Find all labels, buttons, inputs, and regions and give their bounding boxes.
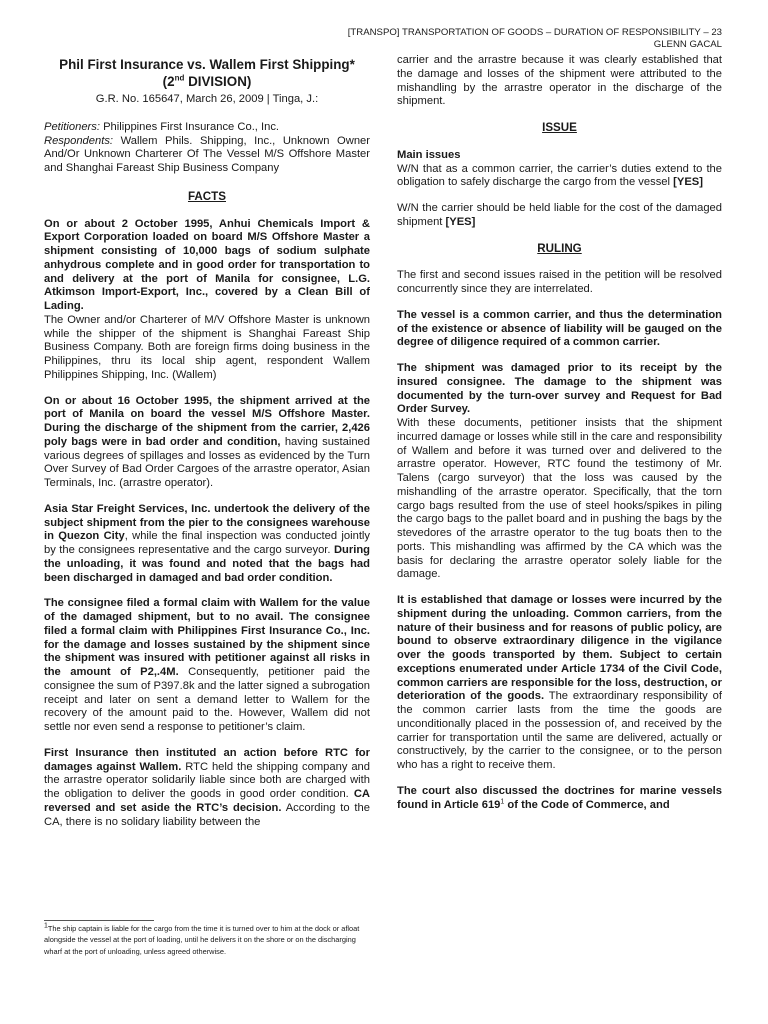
header-author: GLENN GACAL	[653, 39, 722, 51]
facts-paragraph-3: Asia Star Freight Services, Inc. undertook the delivery of the subject shipment from the pier to the consignees warehouse in Quezon City, while the final inspection was conducted jointly by the consignees representative and the cargo surveyor. During the unloading, it was found and noted that the bags had been discharged in damaged and bad order condition.	[44, 502, 371, 584]
petitioners-line: Petitioners: Philippines First Insurance Co., Inc.	[44, 120, 280, 133]
ruling-paragraph-3: With these documents, petitioner insists that the shipment incurred damage or losses while still in the care and responsibility of Wallem and before it was turned over and delivered to the arrastre operator. However, RTC found the testimony of Mr. Talens (cargo surveyor) that the loss was caused by the mishandling of the arrastre operator. Specifically, that the torn cargo bags resulted from the use of steel hooks/spikes in piling the cargo bags to the pallet board and in pushing the bags by the stevedores of the arrastre operator to the tug boats then to the ports. This mishandling was affirmed by the CA which was the basis for declaring the arrastre operator solely liable for the damage.	[397, 417, 722, 581]
case-parties	[44, 121, 370, 176]
facts-paragraph-1-bold: On or about 2 October 1995, Anhui Chemicals Import & Export Corporation loaded on board M/S Offshore Master a shipment consisting of 10,000 bags of sodium sulphate anhydrous complete and in good order for transportation to and delivery at the port of Manila for consignee, L.G. Atkimson Import-Export, Inc., covered by a Clean Bill of Lading.	[44, 217, 370, 312]
facts-paragraph-1: The Owner and/or Charterer of M/V Offshore Master is unknown while the shipper of the shipment is Shanghai Fareast Ship Business Company. Both are foreign firms doing business in the Philippines, thru its local ship agent, respondent Wallem Philippines Shipping, Inc. (Wallem)	[44, 313, 370, 381]
facts-heading: FACTS	[187, 189, 226, 203]
case-title: Phil First Insurance vs. Wallem First Shipping*	[59, 57, 355, 72]
facts-paragraph-4: The consignee filed a formal claim with Wallem for the value of the damaged shipment, but to no avail. The consignee filed a formal claim with Philippines First Insurance Co., Inc. for the damage and losses sustained by the shipment since the shipment was insured with petitioner against all risks in the amount of P2,.4M. Consequently, petitioner paid the consignee the sum of P397.8k and the latter signed a subrogation receipt and later on sent a demand letter to Wallem for the recovery of the amount paid to the. However, Wallem did not settle nor even send a response to petitioner’s claim.	[44, 597, 370, 733]
case-division: (2nd DIVISION)	[162, 73, 252, 89]
footnote-divider	[44, 920, 154, 921]
issue-1: W/N that as a common carrier, the carrier’s duties extend to the obligation to safely discharge the cargo from the vessel [YES]	[397, 162, 722, 189]
header-course-title: [TRANSPO] TRANSPORTATION OF GOODS – DURATION OF RESPONSIBILITY – 23	[347, 27, 722, 38]
left-column	[44, 56, 370, 829]
ruling-paragraph-1: The first and second issues raised in the petition will be resolved concurrently since they are interrelated.	[397, 269, 722, 295]
ruling-heading: RULING	[537, 241, 582, 255]
ruling-paragraph-2: The vessel is a common carrier, and thus the determination of the existence or absence of liability will be gauged on the degree of diligence required of a common carrier.	[397, 308, 722, 349]
issue-2: W/N the carrier should be held liable for the cost of the damaged shipment [YES]	[397, 202, 722, 228]
footnote: $^1$The ship captain is liable for the cargo from the time it is turned over to him at the dock or afloat alongside the vessel at the port of loading, until he delivers it on the shore or on the discharging wharf at the port of unloading, unless agreed otherwise.	[44, 922, 360, 956]
facts-paragraph-2: On or about 16 October 1995, the shipment arrived at the port of Manila on board the vessel M/S Offshore Master. During the discharge of the shipment from the carrier, 2,426 poly bags were in bad order and condition, having sustained various degrees of spillages and losses as evidenced by the Turn Over Survey of Bad Order Cargoes of the arrastre operator, Asian Terminals, Inc. (arrastre operator).	[44, 394, 370, 489]
ruling-paragraph-5: The court also discussed the doctrines for marine vessels found in Article $619^1$ of the Code of Commerce, and	[397, 784, 722, 811]
ruling-paragraph-3-bold: The shipment was damaged prior to its receipt by the insured consignee. The damage to the shipment was documented by the turn-over survey and Request for Bad Order Survey.	[397, 362, 722, 416]
case-gr-number: G.R. No. 165647, March 26, 2009 | Tinga, J.:	[95, 93, 319, 105]
page-header	[302, 27, 722, 52]
respondents-line: Respondents: Wallem Phils. Shipping, Inc., Unknown Owner And/Or Unknown Charterer Of The Vessel M/S Offshore Master and Shanghai Fareast Ship Business Company	[44, 134, 370, 174]
facts-paragraph-5: First Insurance then instituted an action before RTC for damages against Wallem. RTC held the shipping company and the arrastre operator solidarily liable since both are charged with the obligation to deliver the goods in good order condition. CA reversed and set aside the RTC’s decision. According to the CA, there is no solidary liability between the	[44, 746, 370, 828]
ruling-paragraph-4: It is established that damage or losses were incurred by the shipment during the unloading. Common carriers, from the nature of their business and for reasons of public policy, are bound to observe extraordinary diligence in the vigilance over the goods transported by them. Subject to certain exceptions enumerated under Article 1734 of the Civil Code, common carriers are responsible for the loss, destruction, or deterioration of the goods. The extraordinary responsibility of the common carrier lasts from the time the goods are unconditionally placed in the possession of, and received by the carrier for transportation until the same are delivered, actually or constructively, by the carrier to the consignee, or to the person who has a right to receive them.	[397, 594, 722, 771]
main-issues-label: Main issues	[397, 148, 461, 161]
issue-heading: ISSUE	[542, 121, 577, 134]
right-column	[397, 54, 722, 812]
facts-continuation: carrier and the arrastre because it was clearly established that the damage and losses of the shipment were attributed to the mishandling by the arrastre operator in the discharge of the shipment.	[397, 54, 722, 108]
